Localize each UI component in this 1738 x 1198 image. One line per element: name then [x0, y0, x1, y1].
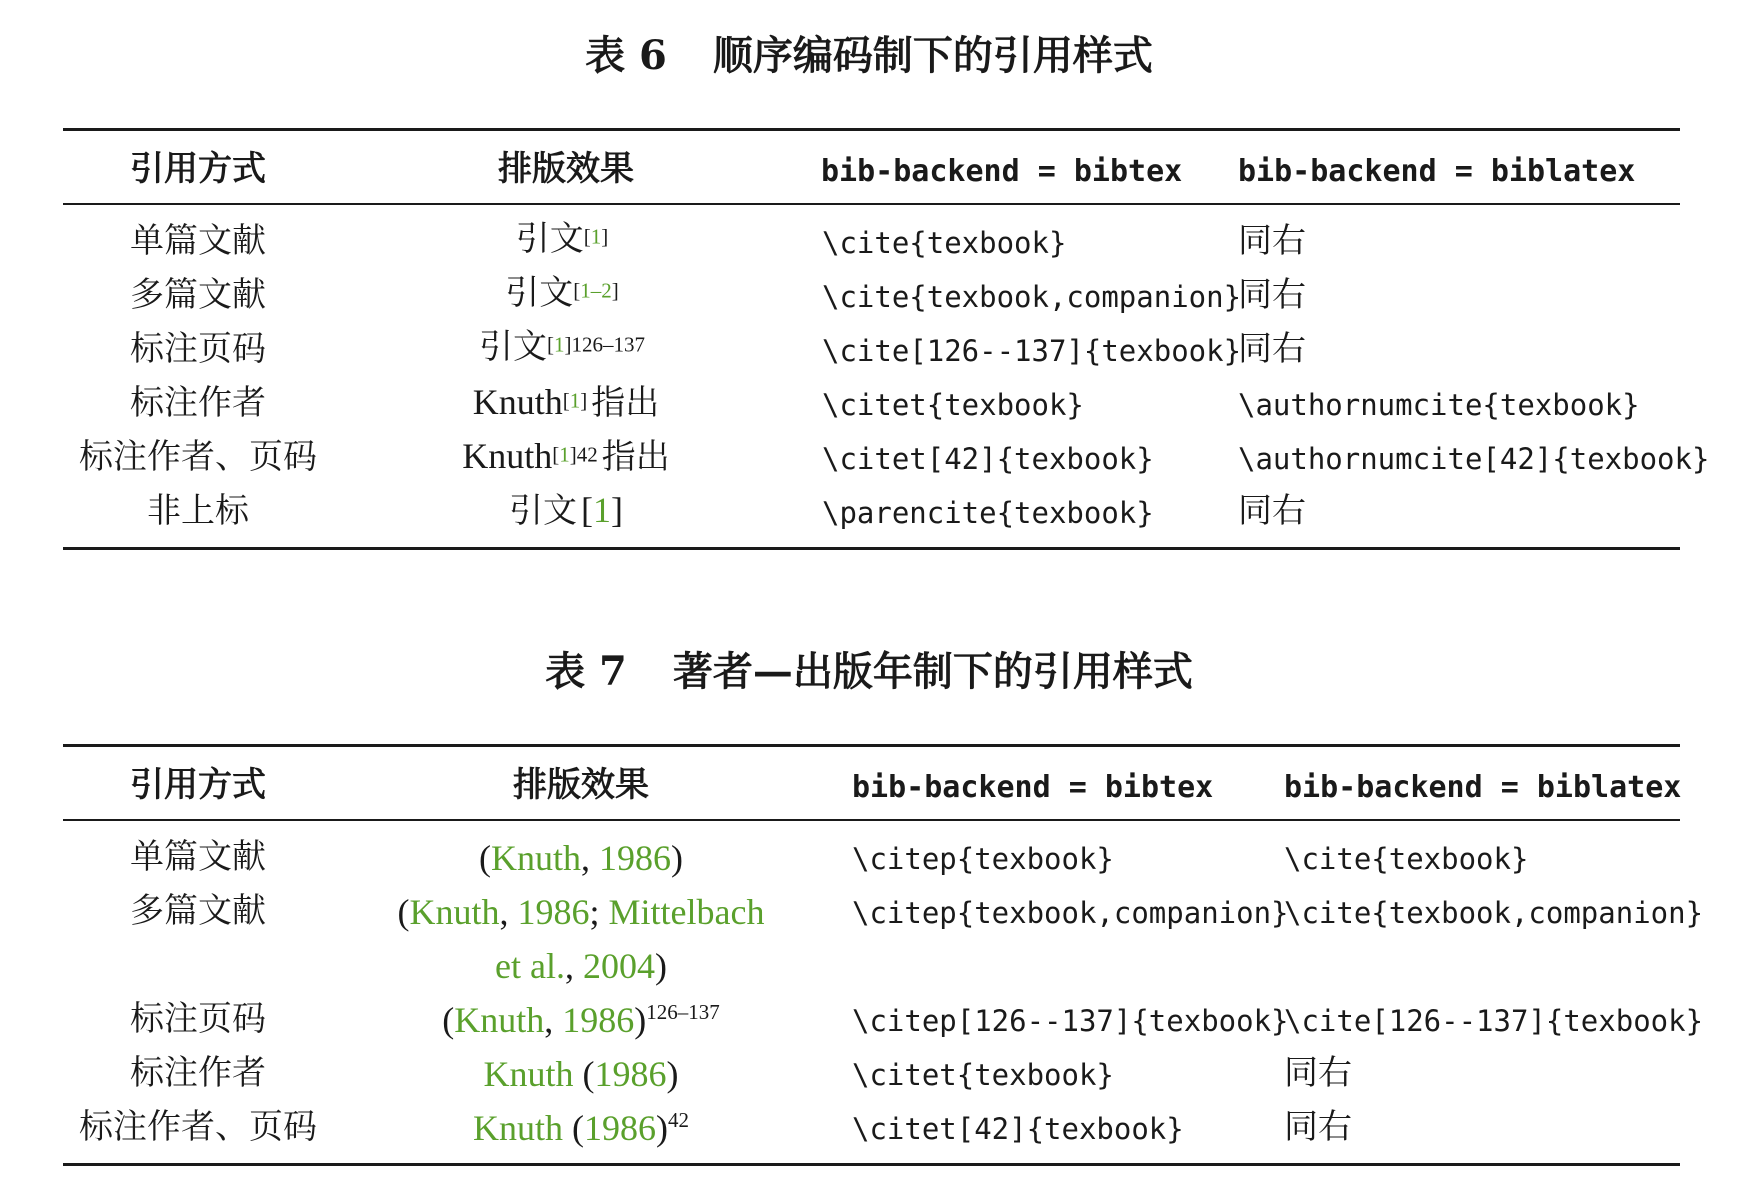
table7-bottom-rule — [63, 1163, 1680, 1166]
table7-row3-biblatex: \cite[126--137]{texbook} — [1284, 1004, 1704, 1038]
table6-row5-effect: Knuth[1]42 指出 — [462, 436, 670, 477]
table6-row6-effect: 引文 [1] — [509, 490, 623, 531]
table6-row4-biblatex: \authornumcite{texbook} — [1238, 388, 1640, 422]
table6-label: 表 6 — [585, 32, 667, 79]
table7-row2-biblatex: \cite{texbook,companion} — [1284, 896, 1704, 930]
table7-row3-mode: 标注页码 — [130, 999, 266, 1039]
table6-header-effect: 排版效果 — [498, 149, 634, 189]
table7-title: 著者—出版年制下的引用样式 — [672, 648, 1193, 695]
table6-header-biblatex: bib-backend = biblatex — [1238, 154, 1636, 189]
table6-row4-bibtex: \citet{texbook} — [822, 388, 1084, 422]
table6-row2-effect: 引文[1–2] — [505, 273, 619, 313]
table6-row2-mode: 多篇文献 — [130, 275, 266, 315]
table7-row1-mode: 单篇文献 — [130, 837, 266, 877]
table6-row1-effect: 引文[1] — [515, 219, 609, 259]
table6-row3-mode: 标注页码 — [130, 329, 266, 369]
table7-row4-bibtex: \citet{texbook} — [852, 1058, 1114, 1092]
table6-row3-effect: 引文[1]126–137 — [479, 327, 645, 367]
table7-label: 表 7 — [545, 648, 627, 695]
table6-title: 顺序编码制下的引用样式 — [712, 32, 1153, 79]
table7-row5-effect: Knuth $(1986)^{42}$ — [473, 1108, 689, 1148]
table6-header-bibtex: bib-backend = bibtex — [821, 154, 1183, 189]
table7-caption — [0, 648, 1738, 695]
table6-row6-biblatex: 同右 — [1238, 491, 1306, 531]
table6-row5-mode: 标注作者、页码 — [79, 437, 317, 477]
table7-row3-effect: (Knuth, 1986)$^{126-137}$ — [442, 1000, 720, 1040]
table6-row1-mode: 单篇文献 — [130, 221, 266, 261]
table7-row3-bibtex: \citep[126--137]{texbook} — [852, 1004, 1289, 1038]
table6-row3-bibtex: \cite[126--137]{texbook} — [822, 334, 1242, 368]
table7-row4-mode: 标注作者 — [130, 1053, 266, 1093]
table6-row2-bibtex: \cite{texbook,companion} — [822, 280, 1242, 314]
table7-row1-bibtex: \citep{texbook} — [852, 842, 1114, 876]
table7-header-bibtex: bib-backend = bibtex — [852, 770, 1214, 805]
table7-row2-effect-line2: et al., 2004) — [495, 946, 667, 986]
table6-row3-biblatex: 同右 — [1238, 329, 1306, 369]
table7-row2-effect-line1: (Knuth, 1986; Mittelbach — [397, 892, 765, 932]
table6-header-mode: 引用方式 — [130, 149, 266, 189]
table6-row6-bibtex: \parencite{texbook} — [822, 496, 1154, 530]
table7-row5-biblatex: 同右 — [1284, 1107, 1352, 1147]
table6-caption — [0, 32, 1738, 79]
table7-row1-effect: (Knuth, 1986) — [479, 838, 683, 878]
table7-row2-bibtex: \citep{texbook,companion} — [852, 896, 1289, 930]
table6-row5-bibtex: \citet[42]{texbook} — [822, 442, 1154, 476]
table7-row2-mode: 多篇文献 — [130, 891, 266, 931]
table7-row5-mode: 标注作者、页码 — [79, 1107, 317, 1147]
table6-mid-rule — [63, 203, 1680, 205]
table7-row1-biblatex: \cite{texbook} — [1284, 842, 1529, 876]
table6-bottom-rule — [63, 547, 1680, 550]
table7-row5-bibtex: \citet[42]{texbook} — [852, 1112, 1184, 1146]
table7-top-rule — [63, 744, 1680, 747]
table7-header-mode: 引用方式 — [130, 765, 266, 805]
table6-row6-mode: 非上标 — [147, 491, 249, 531]
table6-row1-biblatex: 同右 — [1238, 221, 1306, 261]
table6-row4-mode: 标注作者 — [130, 383, 266, 423]
table7-header-effect: 排版效果 — [513, 765, 649, 805]
table7-header-biblatex: bib-backend = biblatex — [1284, 770, 1682, 805]
table6-row1-bibtex: \cite{texbook} — [822, 226, 1067, 260]
table7-row4-biblatex: 同右 — [1284, 1053, 1352, 1093]
table6-row2-biblatex: 同右 — [1238, 275, 1306, 315]
table6-top-rule — [63, 128, 1680, 131]
table6-row5-biblatex: \authornumcite[42]{texbook} — [1238, 442, 1710, 476]
table7-mid-rule — [63, 819, 1680, 821]
table7-row4-effect: Knuth (1986) — [483, 1054, 679, 1094]
table6-row4-effect: Knuth[1] 指出 — [472, 382, 660, 423]
